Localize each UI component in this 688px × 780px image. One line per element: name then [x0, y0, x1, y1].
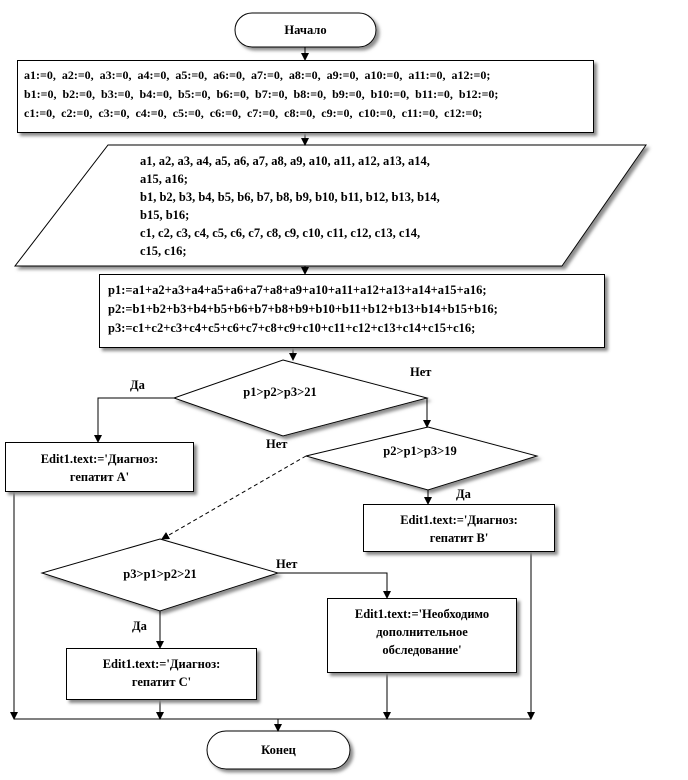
decision-1-label: p1>p2>p3>21 — [243, 385, 317, 399]
init-line-1: a1:=0, a2:=0, a3:=0, a4:=0, a5:=0, a6:=0, a7:=0, a8:=0, a9:=0, a10:=0, a11:=0, a12:=0; — [24, 68, 491, 82]
output-a-line-1: Edit1.text:='Диагноз: — [40, 452, 159, 466]
decision-2-yes-label: Да — [456, 487, 471, 501]
decision-3-yes-label: Да — [132, 619, 147, 633]
decision-1-yes-label: Да — [130, 378, 145, 392]
output-c-line-1: Edit1.text:='Диагноз: — [102, 657, 221, 671]
decision-2-label: p2>p1>p3>19 — [383, 444, 457, 458]
output-extra-line-1: Edit1.text:='Необходимо — [354, 607, 490, 621]
output-b-line-2: гепатит В' — [429, 531, 489, 545]
decision-3-label: p3>p1>p2>21 — [123, 567, 197, 581]
input-line-6: c15, c16; — [140, 244, 187, 258]
output-a-line-2: гепатит А' — [69, 470, 130, 484]
decision-3-no-label: Нет — [276, 557, 298, 571]
sum-line-1: p1:=a1+a2+a3+a4+a5+a6+a7+a8+a9+a10+a11+a12+a13+a14+a15+a16; — [108, 283, 487, 297]
output-c-line-2: гепатит С' — [131, 675, 192, 689]
decision-2-no-label: Нет — [266, 437, 288, 451]
end-label: Конец — [261, 743, 296, 757]
output-extra-line-3: обследование' — [382, 643, 462, 657]
input-line-1: a1, a2, a3, a4, a5, a6, a7, a8, a9, a10, a11, a12, a13, a14, — [140, 154, 430, 168]
init-line-2: b1:=0, b2:=0, b3:=0, b4:=0, b5:=0, b6:=0, b7:=0, b8:=0, b9:=0, b10:=0, b11:=0, b12:=0; — [24, 87, 499, 101]
input-line-5: c1, c2, c3, c4, c5, c6, c7, c8, c9, c10, c11, c12, c13, c14, — [140, 226, 421, 240]
input-line-3: b1, b2, b3, b4, b5, b6, b7, b8, b9, b10, b11, b12, b13, b14, — [140, 190, 440, 204]
input-line-4: b15, b16; — [140, 208, 190, 222]
sum-line-3: p3:=c1+c2+c3+c4+c5+c6+c7+c8+c9+c10+c11+c12+c13+c14+c15+c16; — [108, 321, 476, 335]
init-line-3: c1:=0, c2:=0, c3:=0, c4:=0, c5:=0, c6:=0, c7:=0, c8:=0, c9:=0, c10:=0, c11:=0, c12:=0; — [24, 106, 483, 120]
input-line-2: a15, a16; — [140, 172, 188, 186]
sum-line-2: p2:=b1+b2+b3+b4+b5+b6+b7+b8+b9+b10+b11+b12+b13+b14+b15+b16; — [108, 302, 498, 316]
output-b-line-1: Edit1.text:='Диагноз: — [400, 513, 518, 527]
start-label: Начало — [284, 23, 327, 37]
output-extra-line-2: дополнительное — [376, 625, 468, 639]
decision-1-no-label: Нет — [410, 365, 432, 379]
